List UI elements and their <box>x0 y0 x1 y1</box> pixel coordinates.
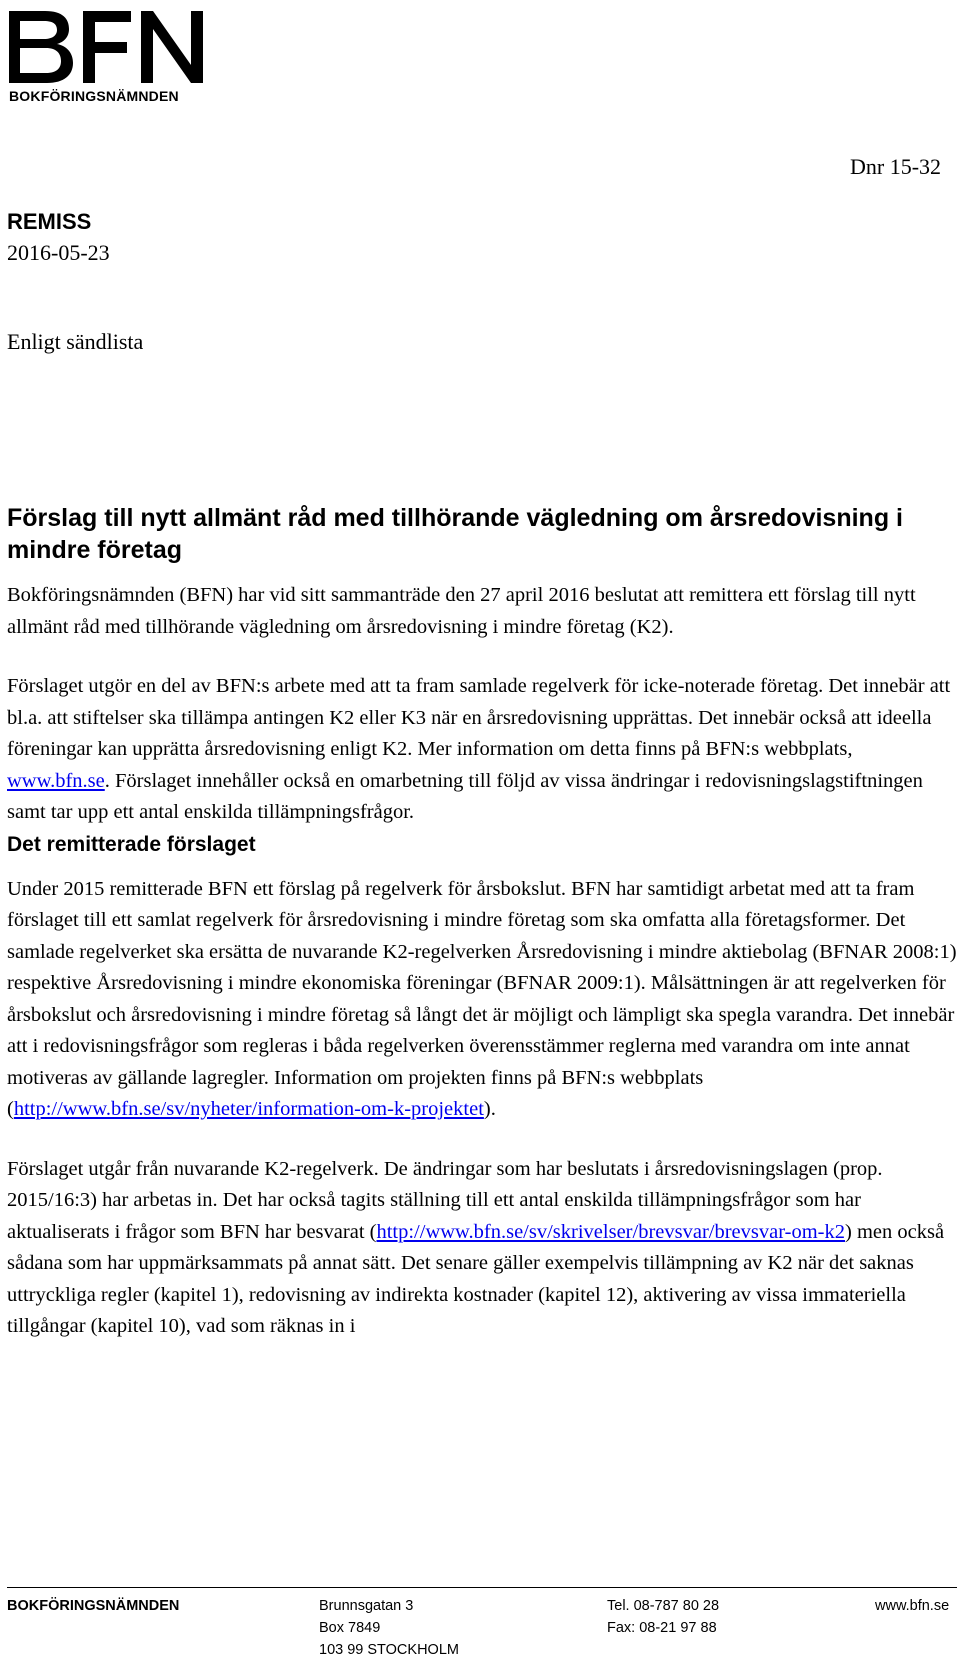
intro-paragraph-2 <box>7 671 957 829</box>
k-project-link[interactable]: http://www.bfn.se/sv/nyheter/information-om-k-projektet <box>13 1098 484 1120</box>
section-p1-text-end: ). <box>483 1098 496 1120</box>
section-paragraph-2 <box>7 1154 957 1343</box>
logo-subtitle: BOKFÖRINGSNÄMNDEN <box>9 88 179 104</box>
document-body <box>7 502 957 1343</box>
footer-website[interactable]: www.bfn.se <box>875 1598 950 1614</box>
section-p2-text-end: ) men också sådana som har uppmärksammats på annat sätt. Det senare gäller exempelvis tillämpning av K2 när det saknas uttryckliga regler (kapitel 1), redovisning av indirekta kostnader (kapitel 12), aktivering av vissa immateriella tillgångar (kapitel 10), vad som räknas in i <box>7 1220 945 1337</box>
document-type: REMISS <box>7 209 92 234</box>
reference-number: Dnr 15-32 <box>850 154 942 179</box>
footer-street: Brunnsgatan 3 <box>319 1598 414 1614</box>
footer-phone: Tel. 08-787 80 28 <box>607 1598 720 1614</box>
footer-contact <box>607 1595 719 1639</box>
footer-fax: Fax: 08-21 97 88 <box>607 1620 717 1636</box>
section-heading: Det remitterade förslaget <box>7 832 256 856</box>
bfn-logo <box>7 5 217 103</box>
document-date: 2016-05-23 <box>7 240 110 265</box>
intro-p2-text-start: Förslaget utgör en del av BFN:s arbete med att ta fram samlade regelverk för icke-noterade företag. Det innebär att bl.a. att stiftelser ska tillämpa antingen K2 eller K3 när en årsredovisning upprättas. Det innebär också att ideella föreningar kan upprätta årsredovisning enligt K2. Mer information om detta finns på BFN:s webbplats, <box>7 675 951 760</box>
recipients-line: Enligt sändlista <box>7 329 144 354</box>
section-paragraph-1 <box>7 874 957 1126</box>
footer-organization: BOKFÖRINGSNÄMNDEN <box>7 1598 180 1614</box>
page-title: Förslag till nytt allmänt råd med tillhörande vägledning om årsredovisning i mindre företag <box>7 504 903 564</box>
section-p1-text-start: Under 2015 remitterade BFN ett förslag på regelverk för årsbokslut. BFN har samtidigt arbetat med att ta fram förslaget till ett samlat regelverk för årsredovisning i mindre företag som ska omfatta alla företagsformer. Det samlade regelverket ska ersätta de nuvarande K2-regelverken Årsredovisning i mindre aktiebolag (BFNAR 2008:1) respektive Årsredovisning i mindre ekonomiska föreningar (BFNAR 2009:1). Målsättningen är att regelverken för årsbokslut och årsredovisning i mindre företag så långt det är möjligt och lämpligt ska spegla varandra. Det innebär att i redovisningsfrågor som regleras i båda regelverken överensstämmer reglerna med varandra om inte annat motiveras av gällande lagregler. Information om projekten finns på BFN:s webbplats ( <box>7 877 957 1120</box>
section-p2-text-start: Förslaget utgår från nuvarande K2-regelverk. De ändringar som har beslutats i årsredovisningslagen (prop. 2015/16:3) har arbetas in. Det har också tagits ställning till ett antal enskilda tillämpningsfrågor som har aktualiserats i frågor som BFN har besvarat ( <box>7 1157 883 1243</box>
intro-paragraph-1: Bokföringsnämnden (BFN) har vid sitt sammanträde den 27 april 2016 beslutat att remittera ett förslag till nytt allmänt råd med tillhörande vägledning om årsredovisning i mindre företag (K2). <box>7 584 916 638</box>
bfn-website-link[interactable]: www.bfn.se <box>7 769 105 792</box>
footer-address <box>319 1595 459 1661</box>
footer-box: Box 7849 <box>319 1620 381 1636</box>
footer-postal: 103 99 STOCKHOLM <box>319 1642 459 1658</box>
intro-p2-text-end: . Förslaget innehåller också en omarbetning till följd av vissa ändringar i redovisningslagstiftningen samt tar upp ett antal enskilda tillämpningsfrågor. <box>7 769 923 823</box>
bfn-logo-mark <box>7 5 207 85</box>
page-footer <box>7 1587 957 1666</box>
k2-letters-link[interactable]: http://www.bfn.se/sv/skrivelser/brevsvar/brevsvar-om-k2 <box>376 1220 845 1243</box>
